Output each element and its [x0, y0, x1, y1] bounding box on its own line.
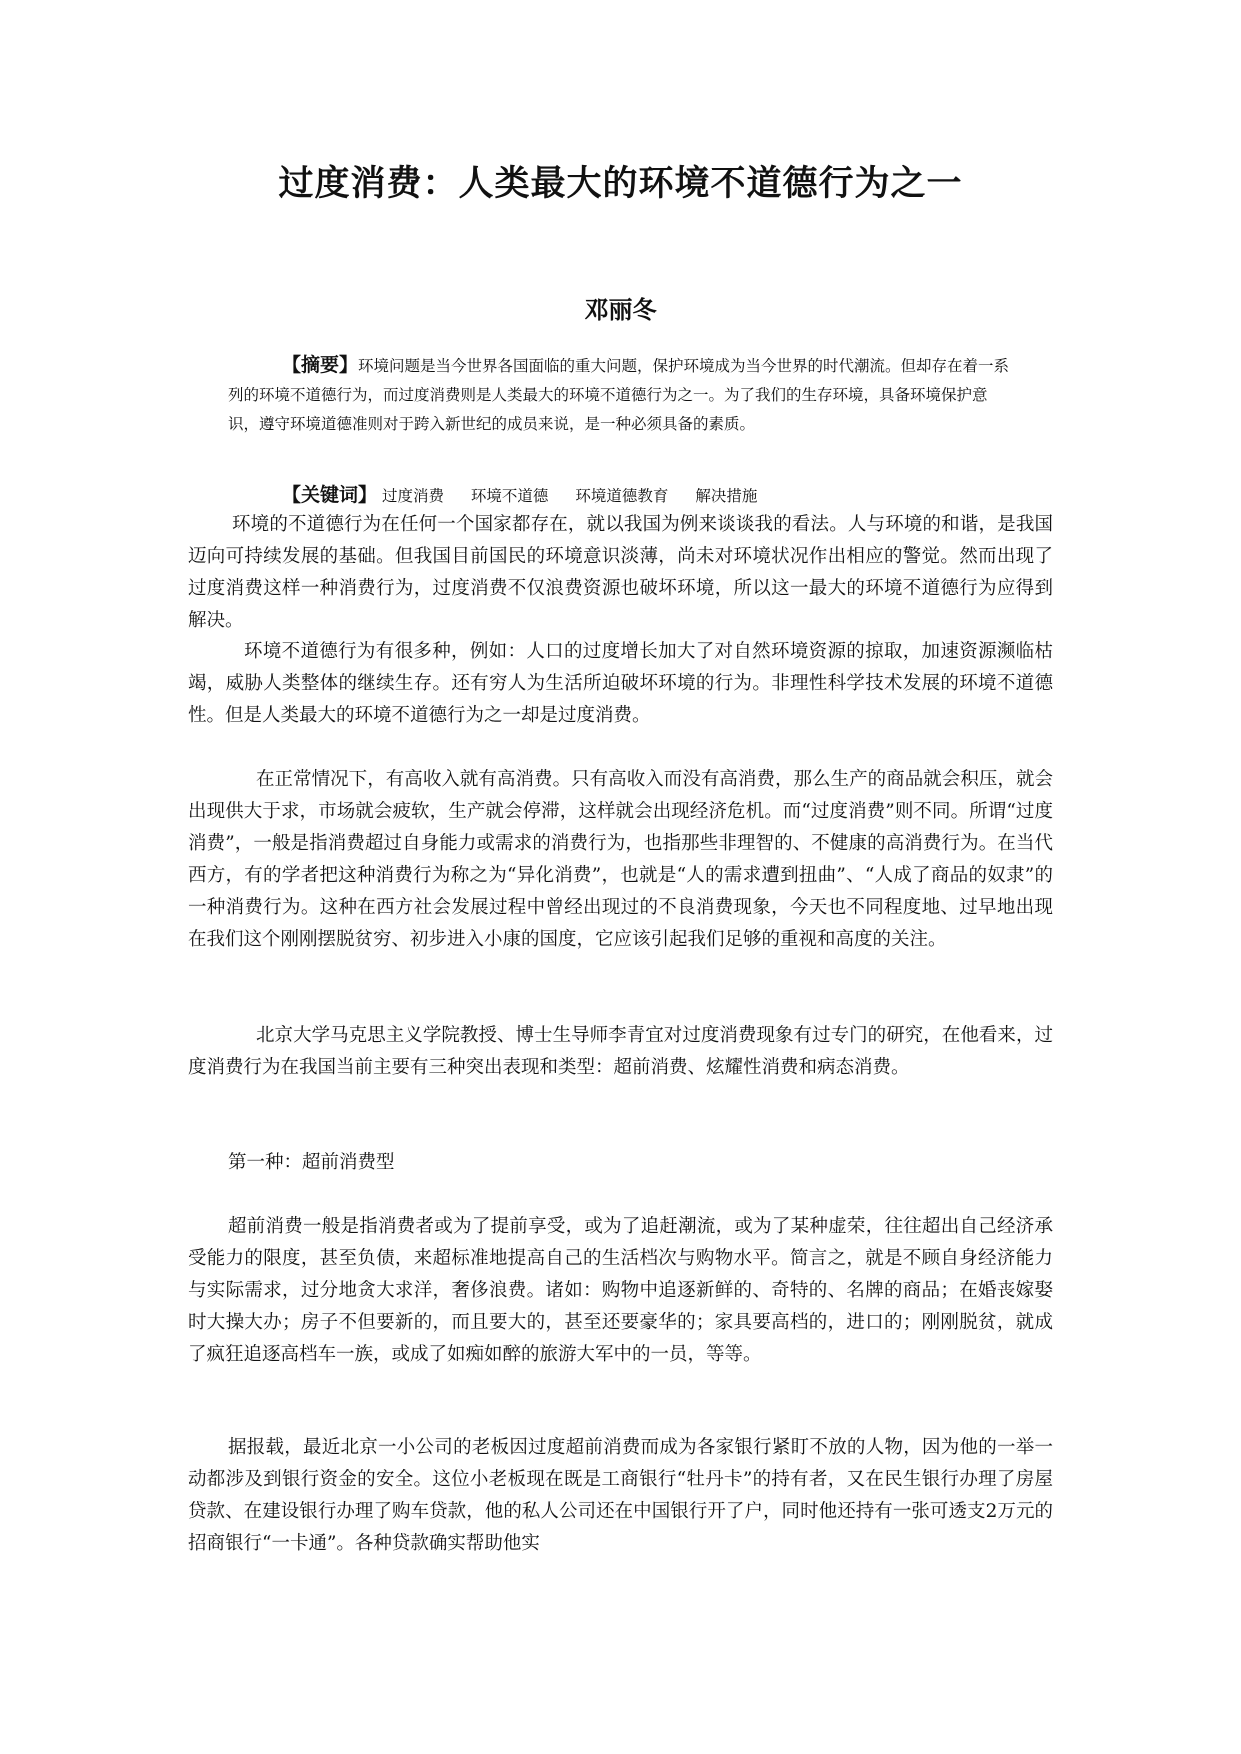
abstract-block	[228, 351, 1018, 439]
author-name: 邓丽冬	[584, 296, 657, 324]
body-paragraph: 北京大学马克思主义学院教授、博士生导师李青宜对过度消费现象有过专门的研究，在他看来，过度消费行为在我国当前主要有三种突出表现和类型：超前消费、炫耀性消费和病态消费。	[188, 1025, 1053, 1078]
keyword-item: 解决措施	[695, 487, 758, 505]
body-paragraph: 据报载，最近北京一小公司的老板因过度超前消费而成为各家银行紧盯不放的人物，因为他的一举一动都涉及到银行资金的安全。这位小老板现在既是工商银行“牡丹卡”的持有者，又在民生银行办理了房屋贷款、在建设银行办理了购车贷款，他的私人公司还在中国银行开了户，同时他还持有一张可透支2万元的招商银行“一卡通”。各种贷款确实帮助他实	[188, 1437, 1053, 1554]
section-heading: 第一种：超前消费型	[228, 1152, 395, 1173]
abstract-paragraph	[228, 351, 1018, 439]
keyword-item: 环境道德教育	[575, 487, 669, 505]
keywords-label: 【关键词】	[282, 484, 378, 506]
body-paragraph: 环境的不道德行为在任何一个国家都存在，就以我国为例来谈谈我的看法。人与环境的和谐，是我国迈向可持续发展的基础。但我国目前国民的环境意识淡薄，尚未对环境状况作出相应的警觉。然而出现了过度消费这样一种消费行为，过度消费不仅浪费资源也破坏环境，所以这一最大的环境不道德行为应得到解决。	[188, 514, 1053, 631]
keyword-item: 过度消费	[381, 487, 444, 505]
abstract-text: 环境问题是当今世界各国面临的重大问题，保护环境成为当今世界的时代潮流。但却存在着一系列的环境不道德行为，而过度消费则是人类最大的环境不道德行为之一。为了我们的生存环境，具备环境保护意识，遵守环境道德准则对于跨入新世纪的成员来说，是一种必须具备的素质。	[228, 357, 1010, 433]
body-paragraph: 超前消费一般是指消费者或为了提前享受，或为了追赶潮流，或为了某种虚荣，往往超出自己经济承受能力的限度，甚至负债，来超标准地提高自己的生活档次与购物水平。简言之，就是不顾自身经济能力与实际需求，过分地贪大求洋，奢侈浪费。诸如：购物中追逐新鲜的、奇特的、名牌的商品；在婚丧嫁娶时大操大办；房子不但要新的，而且要大的，甚至还要豪华的；家具要高档的，进口的；刚刚脱贫，就成了疯狂追逐高档车一族，或成了如痴如醉的旅游大军中的一员，等等。	[188, 1216, 1053, 1365]
keyword-item: 环境不道德	[470, 487, 549, 505]
body-paragraph: 在正常情况下，有高收入就有高消费。只有高收入而没有高消费，那么生产的商品就会积压，就会出现供大于求，市场就会疲软，生产就会停滞，这样就会出现经济危机。而“过度消费”则不同。所谓“过度消费”，一般是指消费超过自身能力或需求的消费行为，也指那些非理智的、不健康的高消费行为。在当代西方，有的学者把这种消费行为称之为“异化消费”，也就是“人的需求遭到扭曲”、“人成了商品的奴隶”的一种消费行为。这种在西方社会发展过程中曾经出现过的不良消费现象，今天也不同程度地、过早地出现在我们这个刚刚摆脱贫穷、初步进入小康的国度，它应该引起我们足够的重视和高度的关注。	[188, 769, 1053, 950]
page-title: 过度消费：人类最大的环境不道德行为之一	[278, 164, 963, 204]
body-paragraph: 环境不道德行为有很多种，例如：人口的过度增长加大了对自然环境资源的掠取，加速资源濒临枯竭，威胁人类整体的继续生存。还有穷人为生活所迫破坏环境的行为。非理性科学技术发展的环境不道德性。但是人类最大的环境不道德行为之一却是过度消费。	[188, 641, 1053, 726]
keywords-block	[282, 481, 779, 510]
abstract-label: 【摘要】	[282, 354, 359, 376]
